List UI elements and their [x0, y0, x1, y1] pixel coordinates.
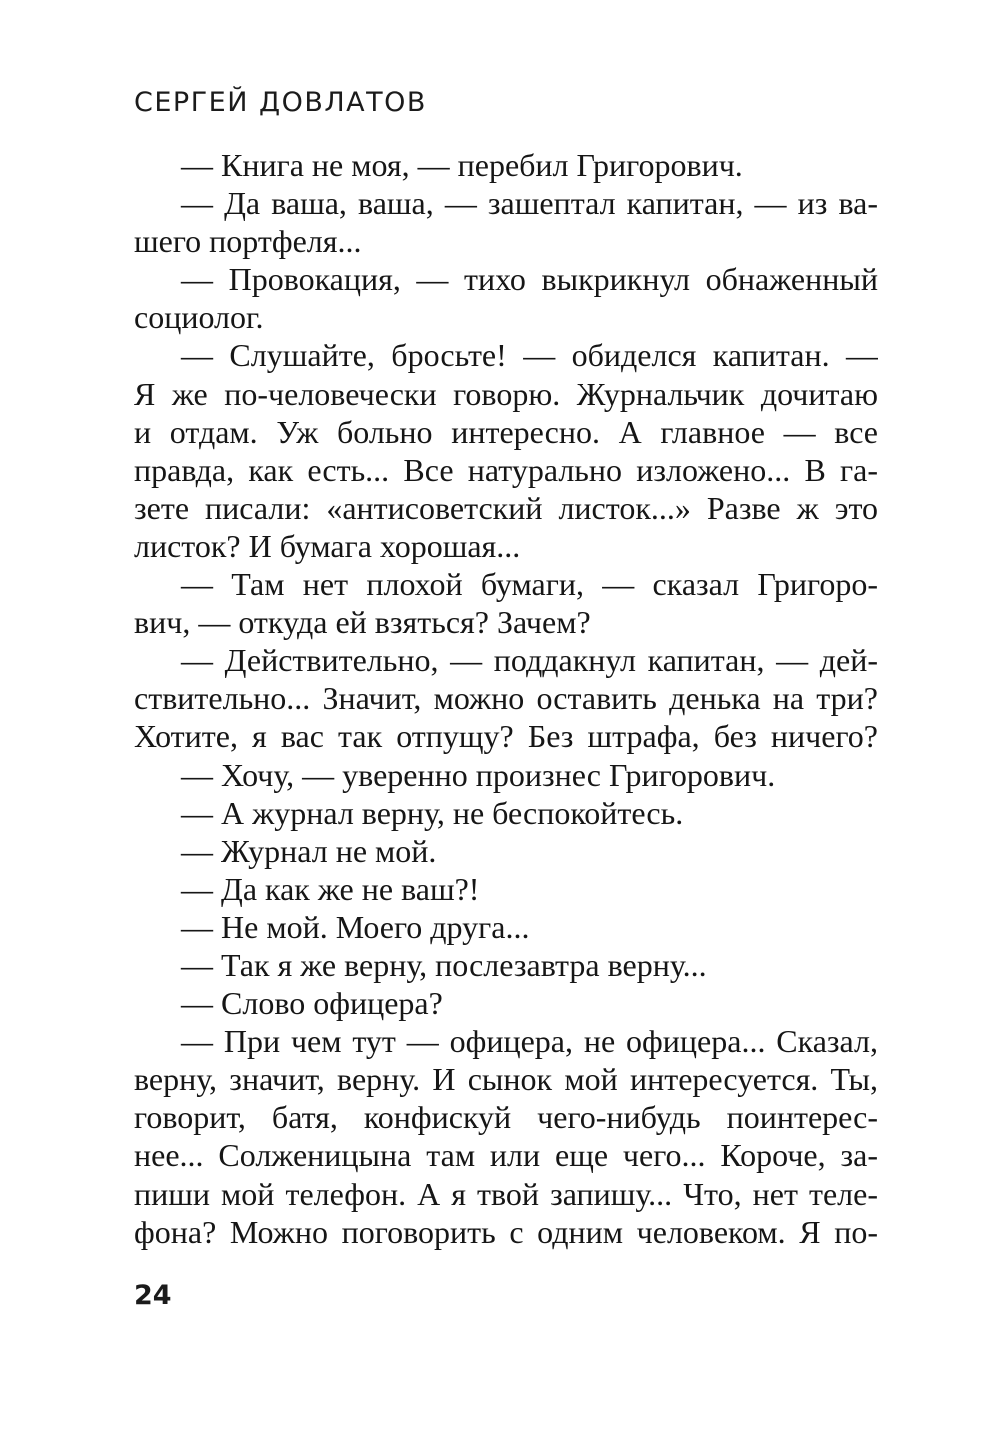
text-line: — Журнал не мой.	[181, 832, 437, 869]
text-line: верну, значит, верну. И сынок мой интересуется. Ты,	[134, 1061, 878, 1098]
text-line: шего портфеля...	[134, 223, 362, 260]
text-line: — Провокация, — тихо выкрикнул обнаженный	[181, 261, 878, 298]
text-line: нее... Солженицына там или еще чего... Короче, за-	[134, 1137, 878, 1174]
text-line: пиши мой телефон. А я твой запишу... Что, нет теле-	[134, 1175, 878, 1212]
text-line: Я же по-человечески говорю. Журнальчик дочитаю	[134, 375, 878, 412]
text-line: и отдам. Уж больно интересно. А главное — все	[134, 413, 878, 450]
text-line: — Слушайте, бросьте! — обиделся капитан. —	[181, 337, 878, 374]
text-line: вич, — откуда ей взяться? Зачем?	[134, 604, 591, 641]
text-line: — Так я же верну, послезавтра верну...	[181, 946, 707, 983]
text-line: — Да ваша, ваша, — зашептал капитан, — из ва-	[181, 185, 878, 222]
text-line: правда, как есть... Все натурально изложено... В га-	[134, 451, 878, 488]
page-number: 24	[134, 1280, 172, 1311]
text-line: — Там нет плохой бумаги, — сказал Григоро-	[181, 566, 878, 603]
text-line: зете писали: «антисоветский листок...» Разве ж это	[134, 489, 878, 526]
text-line: — Да как же не ваш?!	[181, 870, 480, 907]
text-line: — Хочу, — уверенно произнес Григорович.	[181, 756, 776, 793]
text-line: — Книга не моя, — перебил Григорович.	[181, 147, 743, 183]
text-line: — Не мой. Моего друга...	[181, 908, 530, 945]
text-line: — При чем тут — офицера, не офицера... Сказал,	[181, 1023, 878, 1060]
text-line: социолог.	[134, 299, 264, 336]
running-head-author: СЕРГЕЙ ДОВЛАТОВ	[134, 87, 427, 118]
text-line: Хотите, я вас так отпущу? Без штрафа, без ничего?	[134, 718, 878, 755]
text-line: фона? Можно поговорить с одним человеком. Я по-	[134, 1213, 878, 1250]
text-line: говорит, батя, конфискуй чего-нибудь поинтерес-	[134, 1099, 878, 1136]
body-text	[134, 146, 878, 1251]
text-line: — Слово офицера?	[181, 985, 443, 1022]
text-line: ствительно... Значит, можно оставить денька на три?	[134, 680, 878, 717]
text-line: — Действительно, — поддакнул капитан, — дей-	[181, 642, 878, 679]
text-line: листок? И бумага хорошая...	[134, 527, 521, 564]
text-line: — А журнал верну, не беспокойтесь.	[181, 794, 684, 831]
